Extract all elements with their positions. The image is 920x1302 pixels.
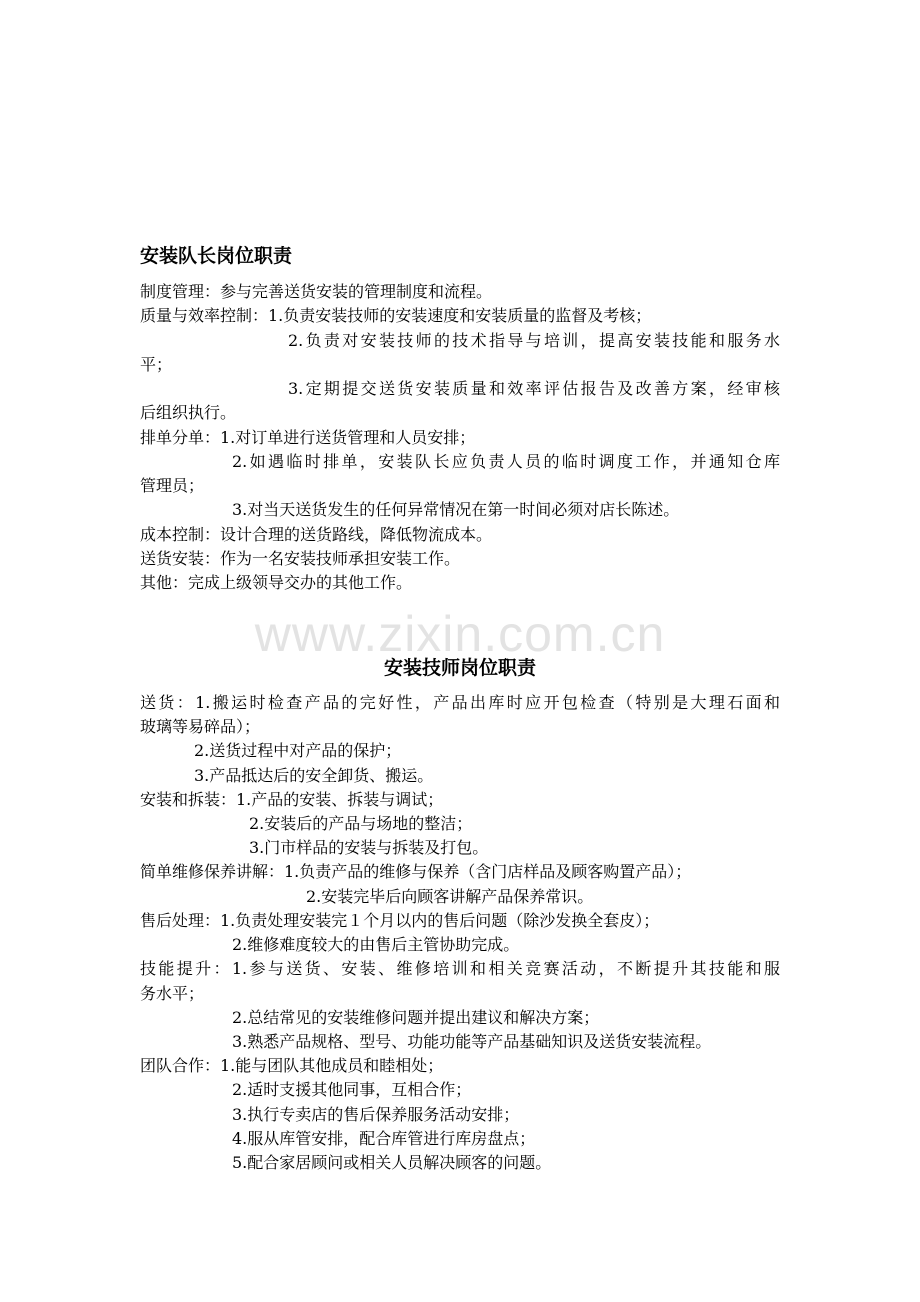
text-line: 安装和拆装：1.产品的安装、拆装与调试；: [140, 790, 444, 809]
text-line: 3.对当天送货发生的任何异常情况在第一时间必须对店长陈述。: [232, 500, 680, 519]
text-line: 售后处理：1.负责处理安装完１个月以内的售后问题（除沙发换全套皮）；: [140, 911, 660, 930]
text-line: 其他：完成上级领导交办的其他工作。: [140, 573, 413, 592]
text-line: 送货安装：作为一名安装技师承担安装工作。: [140, 549, 461, 568]
text-line: 成本控制：设计合理的送货路线，降低物流成本。: [140, 525, 493, 544]
text-line: 3.执行专卖店的售后保养服务活动安排；: [232, 1105, 520, 1124]
text-line: 质量与效率控制：1.负责安装技师的安装速度和安装质量的监督及考核；: [140, 306, 652, 325]
text-line: 2.送货过程中对产品的保护；: [194, 741, 402, 760]
text-line: 制度管理：参与完善送货安装的管理制度和流程。: [140, 282, 493, 301]
text-line: 3.门市样品的安装与拆装及打包。: [249, 838, 489, 857]
text-line: 简单维修保养讲解：1.负责产品的维修与保养（含门店样品及顾客购置产品）；: [140, 862, 692, 881]
text-line: 后组织执行。: [140, 403, 237, 422]
section-title-team-leader: 安装队长岗位职责: [140, 245, 293, 267]
text-line: 2.总结常见的安装维修问题并提出建议和解决方案；: [232, 1008, 600, 1027]
text-line: 排单分单：1.对订单进行送货管理和人员安排；: [140, 428, 476, 447]
text-line: 玻璃等易碎品）；: [140, 717, 261, 736]
text-line: 5.配合家居顾问或相关人员解决顾客的问题。: [232, 1153, 552, 1172]
text-line: 4.服从库管安排，配合库管进行库房盘点；: [232, 1129, 536, 1148]
text-line: 2.适时支援其他同事，互相合作；: [232, 1080, 472, 1099]
text-line: 2.如遇临时排单，安装队长应负责人员的临时调度工作，并通知仓库: [232, 452, 780, 471]
text-line: 3.产品抵达后的安全卸货、搬运。: [194, 766, 434, 785]
watermark: www.zixin.com.cn: [254, 606, 666, 662]
text-line: 务水平；: [140, 984, 205, 1003]
text-line: 平；: [140, 355, 173, 374]
text-line: 2.维修难度较大的由售后主管协助完成。: [232, 935, 520, 954]
text-line: 2.负责对安装技师的技术指导与培训，提高安装技能和服务水: [288, 331, 780, 350]
text-line: 团队合作：1.能与团队其他成员和睦相处；: [140, 1056, 444, 1075]
text-line: 2.安装后的产品与场地的整洁；: [249, 814, 473, 833]
text-line: 送货：1.搬运时检查产品的完好性，产品出库时应开包检查（特别是大理石面和: [140, 693, 780, 712]
text-line: 管理员；: [140, 476, 205, 495]
text-line: 技能提升：1.参与送货、安装、维修培训和相关竞赛活动，不断提升其技能和服: [140, 959, 780, 978]
text-line: 3.熟悉产品规格、型号、功能功能等产品基础知识及送货安装流程。: [232, 1032, 712, 1051]
section-title-technician: 安装技师岗位职责: [383, 657, 536, 679]
text-line: 3.定期提交送货安装质量和效率评估报告及改善方案，经审核: [288, 379, 780, 398]
text-line: 2.安装完毕后向顾客讲解产品保养常识。: [306, 887, 594, 906]
